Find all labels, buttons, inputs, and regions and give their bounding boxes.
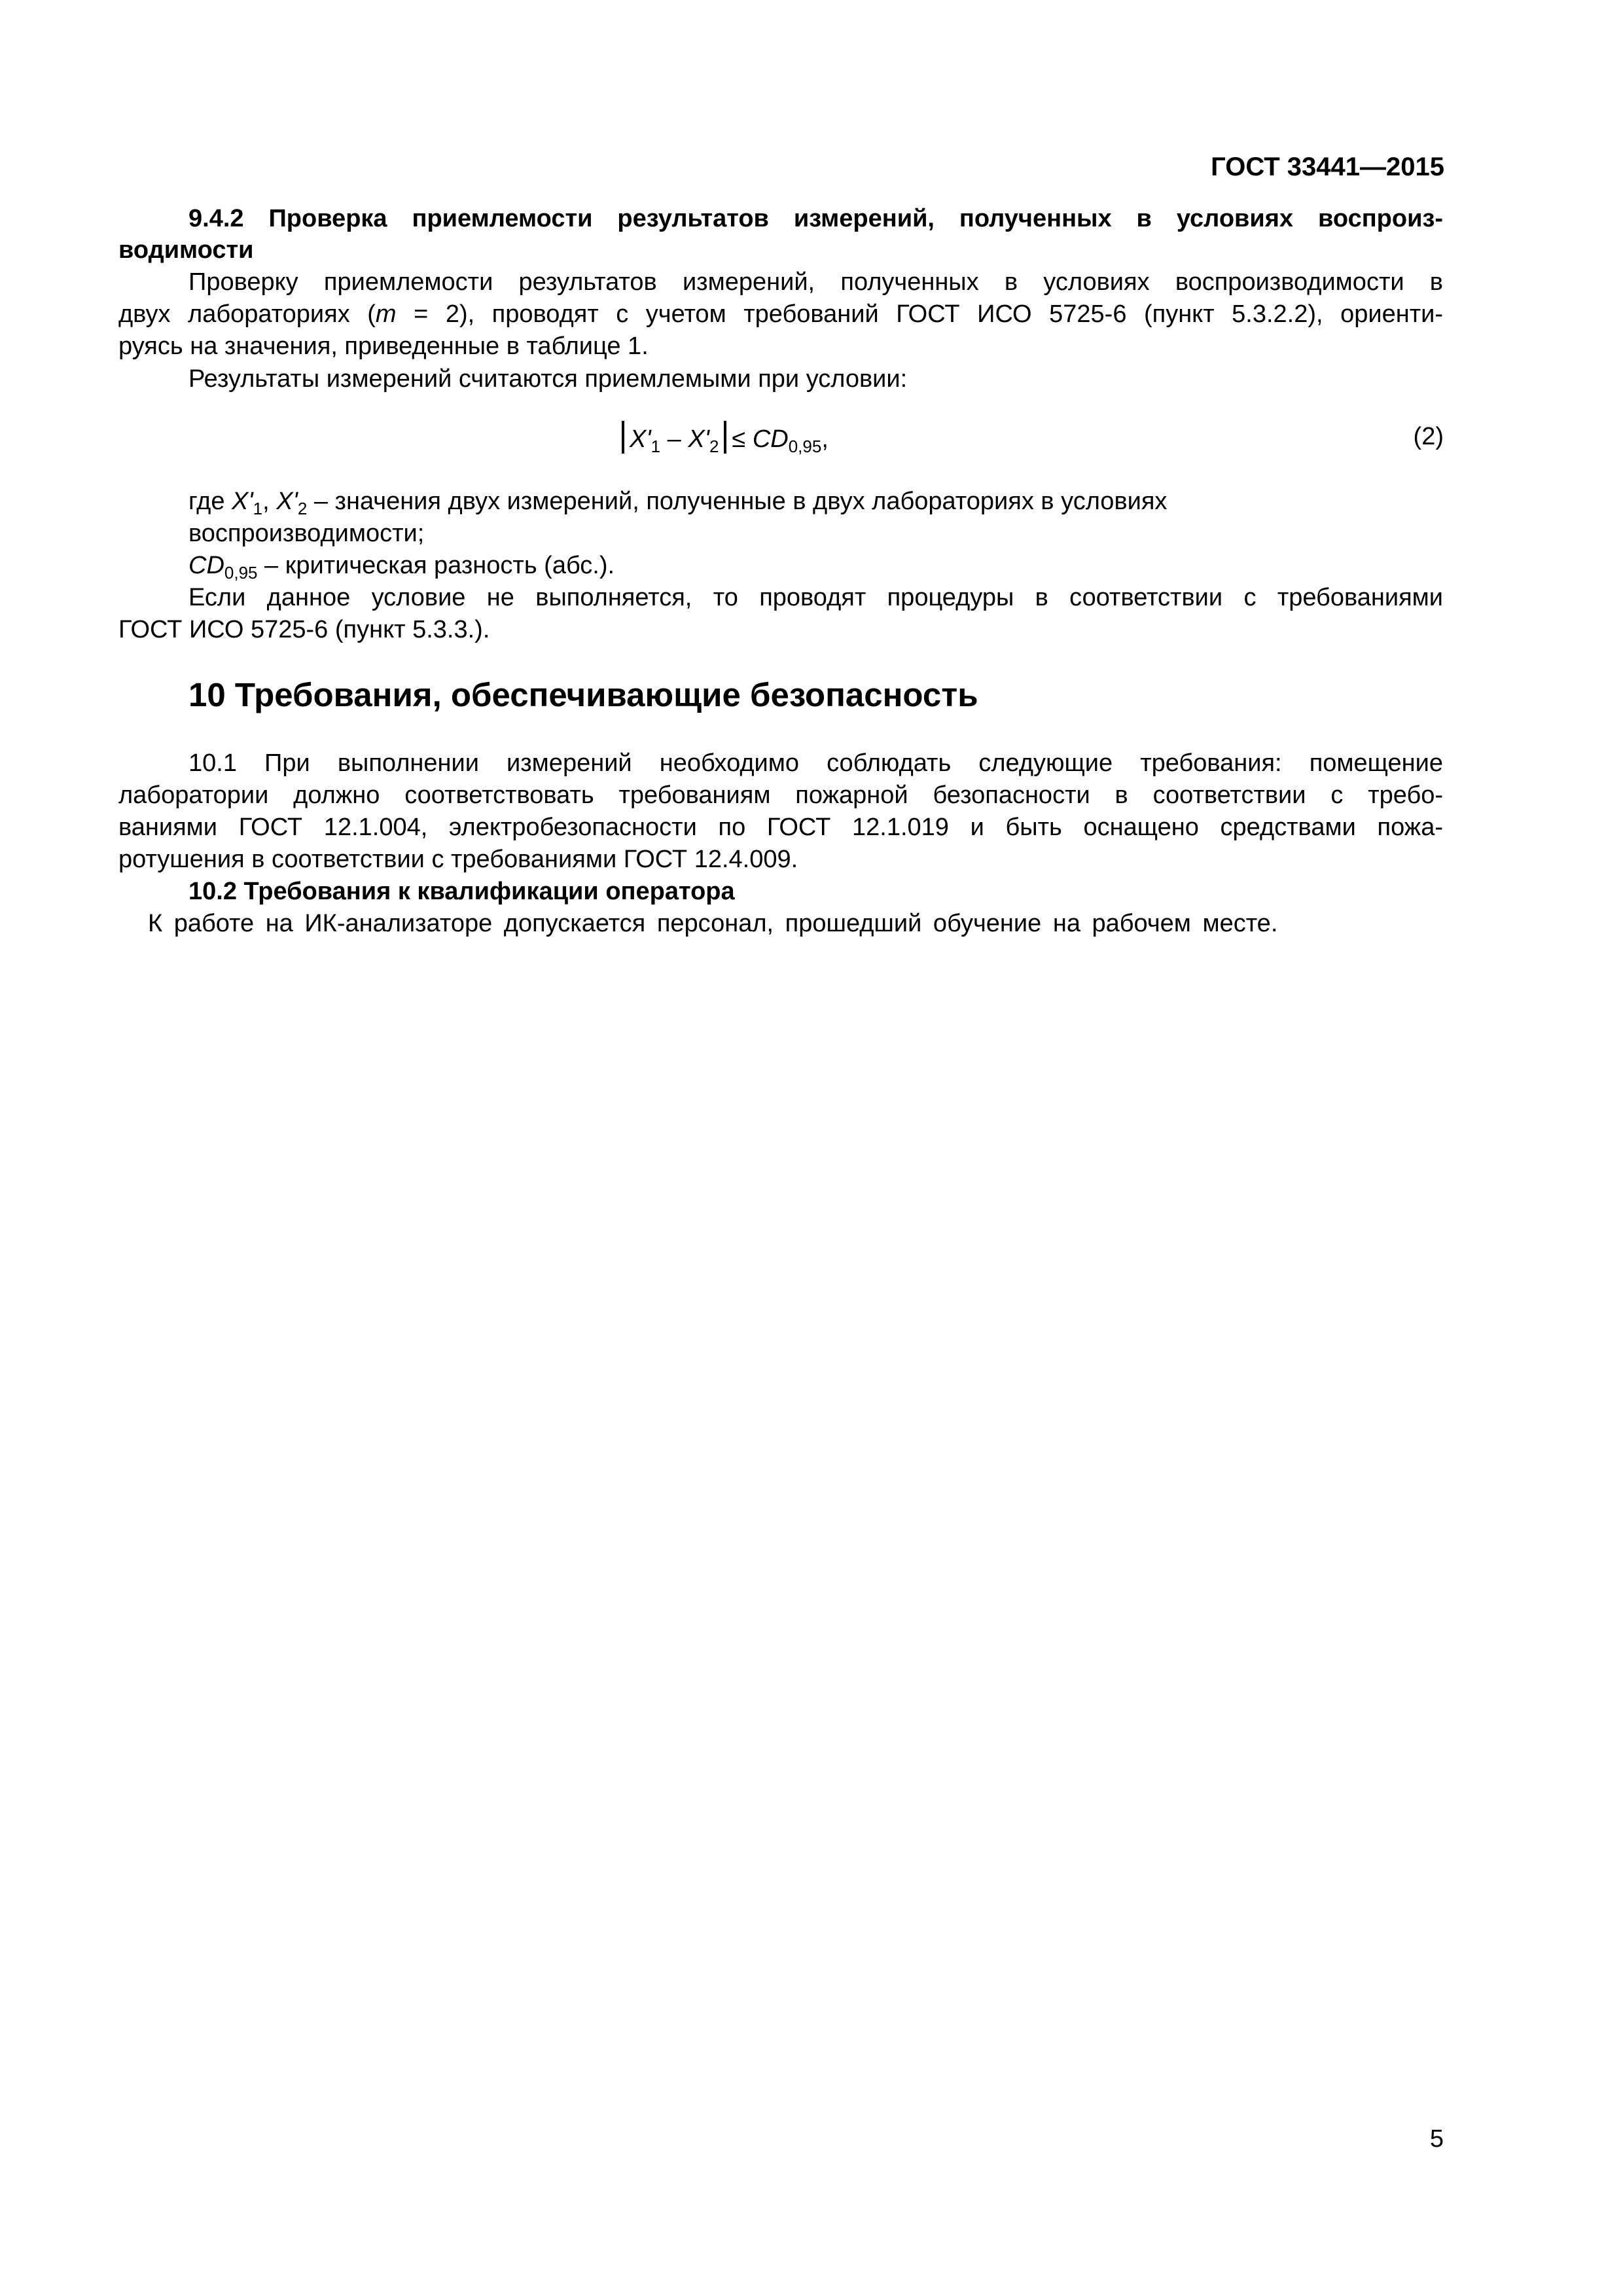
formula-number: (2) — [1413, 423, 1444, 450]
paragraph-942-end-line2: ГОСТ ИСО 5725-6 (пункт 5.3.3.). — [118, 616, 490, 643]
paragraph-942-end-line1: Если данное условие не выполняется, то проводят процедуры в соответствии с требованиями — [188, 584, 1443, 611]
section-942-title-line1: 9.4.2 Проверка приемлемости результатов измерений, полученных в условиях воспроиз- — [188, 205, 1443, 232]
paragraph-942-line3: руясь на значения, приведенные в таблице 1. — [118, 332, 649, 360]
where-cd-definition: $CD_{0,95}$ – критическая разность (абс.). — [188, 552, 615, 583]
paragraph-942-line2: двух лабораториях (m = 2), проводят с учетом требований ГОСТ ИСО 5725-6 (пункт 5.3.2.2), ориенти- — [118, 300, 1444, 328]
paragraph-101-line3: ваниями ГОСТ 12.1.004, электробезопасности по ГОСТ 12.1.019 и быть оснащено средствами пожа- — [118, 814, 1443, 841]
page-number: 5 — [1429, 2125, 1444, 2153]
paragraph-942-condition: Результаты измерений считаются приемлемыми при условии: — [188, 365, 908, 393]
section-942-title-line2: водимости — [118, 236, 254, 264]
where-line2: воспроизводимости; — [188, 520, 425, 547]
section-102-title: 10.2 Требования к квалификации оператора — [188, 878, 735, 905]
where-line1: где $X'_1$, $X'_2$ – значения двух измерений, полученные в двух лабораториях в условиях — [188, 488, 1168, 518]
paragraph-101-line2: лаборатории должно соответствовать требованиям пожарной безопасности в соответствии с требо- — [118, 781, 1443, 809]
paragraph-101-line4: ротушения в соответствии с требованиями ГОСТ 12.4.009. — [118, 846, 798, 873]
formula-2: $X'_1 - X'_2 \le CD_{0,95}$, — [616, 421, 829, 456]
document-code: ГОСТ 33441—2015 — [1211, 152, 1444, 181]
paragraph-101-line1: 10.1 При выполнении измерений необходимо соблюдать следующие требования: помещение — [188, 749, 1443, 777]
section-10-heading: 10 Требования, обеспечивающие безопасность — [188, 676, 978, 713]
paragraph-942-line1: Проверку приемлемости результатов измерений, полученных в условиях воспроизводимости в — [188, 268, 1443, 296]
section-102-text: К работе на ИК-анализаторе допускается персонал, прошедший обучение на рабочем месте. — [148, 910, 1278, 937]
